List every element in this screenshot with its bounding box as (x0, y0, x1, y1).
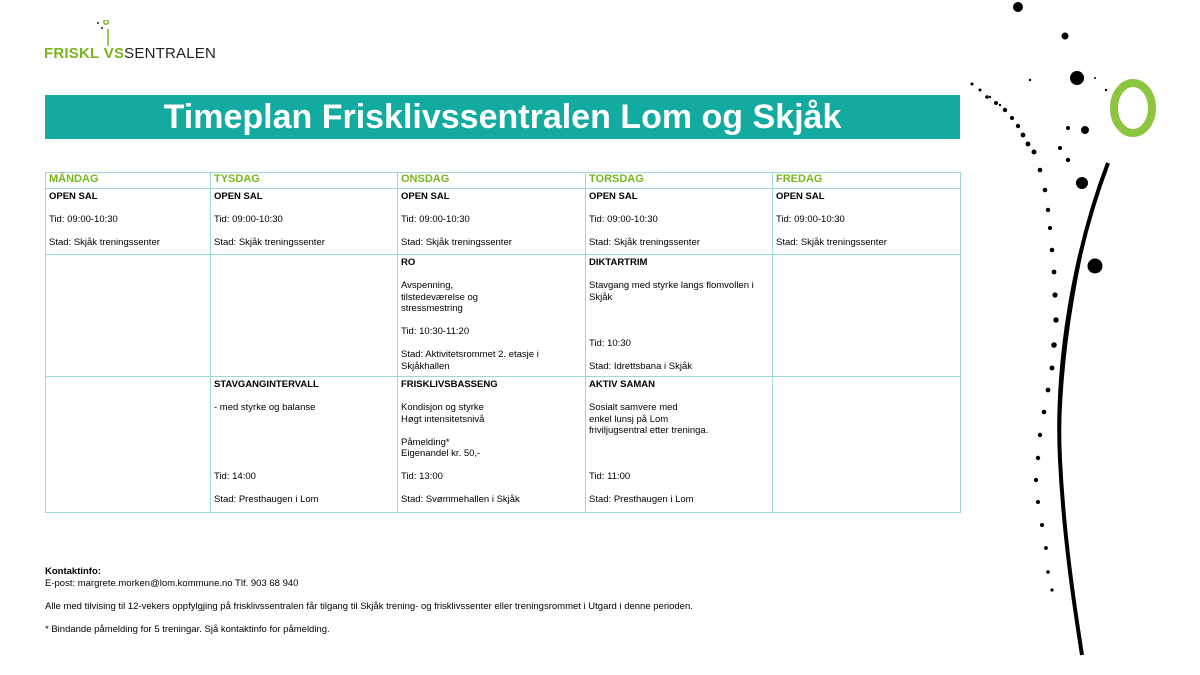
activity-title: OPEN SAL (49, 191, 98, 202)
activity-time: Tid: 13:00 (401, 471, 443, 482)
schedule-cell (773, 255, 961, 377)
activity-description: Stavgang med styrke langs flomvollen i Skjåk (589, 280, 754, 303)
activity-title: OPEN SAL (776, 191, 825, 202)
activity-title: RO (401, 257, 416, 268)
activity-title: OPEN SAL (589, 191, 638, 202)
activity-location: Stad: Presthaugen i Lom (214, 494, 319, 505)
day-header: MÅNDAG (46, 173, 211, 189)
schedule-cell (398, 189, 586, 255)
activity-description: Avspenning, tilstedeværelse og stressmestring (401, 280, 479, 314)
day-header: FREDAG (773, 173, 961, 189)
contact-line: E-post: margrete.morken@lom.kommune.no Tlf. 903 68 940 (45, 577, 299, 589)
activity-time: Tid: 09:00-10:30 (214, 214, 283, 225)
day-header-row (46, 173, 961, 189)
schedule-cell (211, 189, 398, 255)
schedule-cell (211, 377, 398, 513)
activity-title: OPEN SAL (214, 191, 263, 202)
activity-title: FRISKLIVSBASSENG (401, 379, 498, 390)
activity-location: Stad: Skjåk treningssenter (589, 237, 700, 248)
activity-time: Tid: 09:00-10:30 (776, 214, 845, 225)
day-header: ONSDAG (398, 173, 586, 189)
activity-location: Stad: Skjåk treningssenter (49, 237, 160, 248)
activity-time: Tid: 10:30 (589, 337, 631, 349)
page-title: Timeplan Frisklivssentralen Lom og Skjåk (45, 95, 960, 139)
activity-title: STAVGANGINTERVALL (214, 379, 319, 390)
activity-time: Tid: 14:00 (214, 471, 256, 482)
activity-time: Tid: 09:00-10:30 (589, 214, 658, 225)
activity-description: Sosialt samvere med enkel lunsj på Lom friviljugsentral etter treninga. (589, 402, 709, 436)
activity-location: Stad: Skjåk treningssenter (776, 237, 887, 248)
day-header: TYSDAG (211, 173, 398, 189)
footer (45, 566, 945, 635)
activity-location: Stad: Svømmehallen i Skjåk (401, 494, 520, 505)
activity-time: Tid: 11:00 (589, 471, 631, 482)
activity-location: Stad: Skjåk treningssenter (401, 237, 512, 248)
note-text: * Bindande påmelding for 5 treningar. Sjå kontaktinfo for påmelding. (45, 623, 330, 635)
activity-title: DIKTARTRIM (589, 257, 648, 268)
logo (44, 20, 214, 70)
schedule-cell (586, 255, 773, 377)
schedule-cell (211, 255, 398, 377)
logo-text: FRISKLIVSSENTRALEN (44, 45, 216, 62)
activity-time: Tid: 10:30-11:20 (401, 326, 470, 337)
schedule-cell (398, 377, 586, 513)
activity-time: Tid: 09:00-10:30 (401, 214, 470, 225)
activity-location: Stad: Idrettsbana i Skjåk (589, 360, 692, 372)
activity-time: Tid: 09:00-10:30 (49, 214, 118, 225)
schedule-table (45, 172, 961, 513)
day-header: TORSDAG (586, 173, 773, 189)
activity-title: OPEN SAL (401, 191, 450, 202)
schedule-cell (773, 377, 961, 513)
schedule-row (46, 255, 961, 377)
contact-heading: Kontaktinfo: (45, 566, 101, 577)
schedule-cell (46, 377, 211, 513)
schedule-cell (46, 189, 211, 255)
activity-description: - med styrke og balanse (214, 402, 316, 413)
schedule-cell (398, 255, 586, 377)
activity-location: Stad: Presthaugen i Lom (589, 494, 694, 505)
activity-title: AKTIV SAMAN (589, 379, 655, 390)
info-text: Alle med tilvising til 12-vekers oppfylgjing på frisklivssentralen får tilgang til Skjåk trening- og frisklivssenter eller treningsrommet i Utgard i denne perioden. (45, 600, 693, 612)
decorative-swoosh-icon (960, 0, 1200, 675)
schedule-cell (586, 377, 773, 513)
schedule-cell (586, 189, 773, 255)
schedule-cell (46, 255, 211, 377)
schedule-row (46, 377, 961, 513)
activity-description: Kondisjon og styrke Høgt intensitetsnivå Påmelding* Eigenandel kr. 50,- (401, 402, 485, 459)
schedule-cell (773, 189, 961, 255)
schedule-row (46, 189, 961, 255)
activity-location: Stad: Skjåk treningssenter (214, 237, 325, 248)
activity-location: Stad: Aktivitetsrommet 2. etasje i Skjåkhallen (401, 349, 539, 372)
